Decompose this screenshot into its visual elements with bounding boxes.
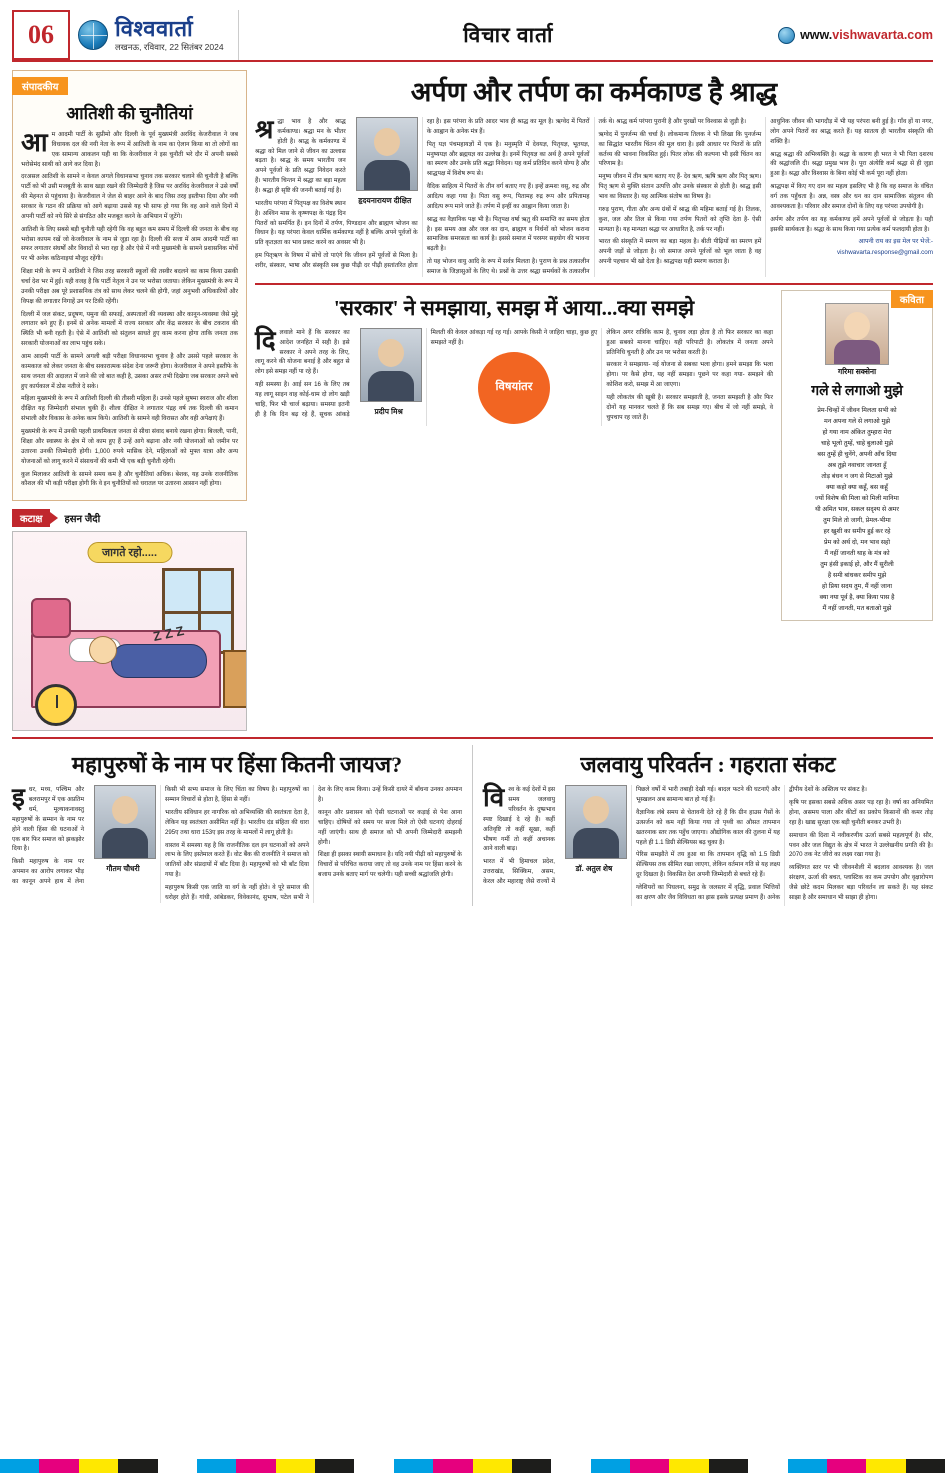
second-heading: 'सरकार' ने समझाया, समझ में आया...क्या समझे: [333, 295, 695, 320]
editorial-para: दिल्ली में जल संकट, प्रदूषण, यमुना की सफाई, अस्पतालों की व्यवस्था और कानून-व्यवस्था जैसे मुद्दे लगातार बने हुए हैं। इनमें से अनेक मामलों में राज्य सरकार और केंद्र सरकार के बीच टकराव की स्थिति भी बनी रहती है। ऐसे में आतिशी को संतुलन साधते हुए काम करना होगा ताकि जनता तक सरकारी योजनाओं का लाभ पहुंच सके।: [21, 310, 238, 348]
cartoon-caption: जागते रहो.....: [87, 542, 172, 563]
author-block: [356, 328, 422, 418]
poem-line: मैं नहीं जानती, मत बताओ मुझे: [822, 605, 892, 613]
bottom-left-para: वास्तव में समस्या यह है कि राजनीतिक दल इन घटनाओं को अपने लाभ के लिए इस्तेमाल करते हैं। वोट बैंक की राजनीति ने समाज को जातियों और संप्रदायों में बाँट दिया है। महापुरुषों को भी बाँट दिया गया है।: [165, 841, 309, 879]
website-domain: vishwavarta.com: [832, 28, 933, 42]
poet-name: गरिमा सक्सेना: [837, 366, 877, 376]
author-block: [90, 785, 156, 875]
bottom-left-para: महापुरुष किसी एक जाति या वर्ग के नहीं होते। वे पूरे समाज की धरोहर होते हैं। गांधी, आंबेडकर, विवेकानंद, सुभाष, पटेल सभी ने देश के लिए काम किया। उन्हें किसी दायरे में बाँधना उनका अपमान है।: [165, 786, 462, 901]
color-swatch: [79, 1459, 118, 1473]
color-swatch: [906, 1459, 945, 1473]
column-stamp: विषयांतर: [478, 352, 550, 424]
web-globe-icon: [778, 27, 795, 44]
sleeping-figure: [111, 644, 207, 678]
second-body: [255, 325, 773, 426]
lead-para: गरुड़ पुराण, गीता और अन्य ग्रंथों में श्राद्ध की महिमा बताई गई है। तिलक, कुश, जल और तिल से किया गया तर्पण पितरों को तृप्ति देता है- ऐसी मान्यता है। यह मान्यता श्रद्धा पर आधारित है, तर्क पर नहीं।: [598, 205, 762, 233]
website-prefix: www.: [800, 28, 833, 42]
bottom-right-article: [483, 745, 933, 905]
lead-para: वैदिक साहित्य में पितरों के तीन वर्ग बताए गए हैं। इन्हें क्रमशः वसु, रुद्र और आदित्य कहा गया है। पिता वसु रूप, पितामह रुद्र रूप और प्रपितामह आदित्य रूप माने जाते हैं। तर्पण में इन्हीं का आह्वान किया जाता है।: [426, 183, 590, 210]
bottom-left-para: कानून और प्रशासन को ऐसी घटनाओं पर कड़ाई से पेश आना चाहिए। दोषियों को समय पर सजा मिले तो ऐसी घटनाएं दोहराई नहीं जाएंगी। साथ ही समाज को भी अपनी जिम्मेदारी समझनी होगी।: [318, 808, 462, 846]
lead-para: आधुनिक जीवन की भागदौड़ में भी यह परंपरा बनी हुई है। गाँव हों या नगर, लोग अपने पितरों का श्राद्ध करते हैं। यह सातत्य ही भारतीय संस्कृति की शक्ति है।: [770, 118, 933, 145]
bottom-row: [12, 737, 933, 905]
bottom-left-para: इधर, मध्य, पश्चिम और बलरामपुर में एक अप्रतिम धर्म, मूल्याकनावस्तु महापुरुषों के सम्मान के नाम पर होने वाली हिंसा की घटनाओं ने एक बार फिर समाज को झकझोर दिया है।: [12, 783, 84, 853]
bottom-right-para: पेरिस समझौते में तय हुआ था कि तापमान वृद्धि को 1.5 डिग्री सेल्सियस तक सीमित रखा जाएगा, लेकिन वर्तमान गति से यह लक्ष्य दूर दिखता है। विकसित देश अपनी जिम्मेदारी से बचते रहे हैं।: [636, 851, 780, 879]
author-block: [561, 785, 627, 875]
poem-line: तोड़ बंधन न जग से मिटाओ मुझे: [821, 472, 893, 480]
poem-tab: कविता: [891, 290, 933, 308]
bottom-right-para: कृषि पर इसका सबसे अधिक असर पड़ रहा है। वर्षा का अनियमित होना, असमय पाला और कीटों का प्रकोप किसानों की कमर तोड़ रहा है। खाद्य सुरक्षा एक बड़ी चुनौती बनकर उभरी है।: [789, 799, 933, 826]
poet-photo: [825, 303, 889, 365]
lead-para: हम पितृऋण के विषय में सोचें तो पाएंगे कि जीवन हमें पूर्वजों से मिला है। शरीर, संस्कार, भाषा और संस्कृति सब कुछ पीढ़ी दर पीढ़ी हस्तांतरित होता रहा है। इस परंपरा के प्रति आदर भाव ही श्राद्ध का मूल है। ऋग्वेद में पितरों के आह्वान के अनेक मंत्र हैं।: [255, 118, 590, 270]
color-swatch: [591, 1459, 630, 1473]
lead-para: ऋग्वेद में पुनर्जन्म की चर्चा है। लोकमान्य तिलक ने भी लिखा कि पुनर्जन्म का सिद्धांत भारतीय चिंतन की मूल धारा है। इसी आधार पर पितरों के प्रति कर्तव्य की भावना विकसित हुई। पितर लोक की कल्पना भी इसी चिंतन का परिणाम है।: [598, 130, 762, 168]
poem-line: तुम हंसी इकाई हो, और मैं सुरीली: [820, 561, 894, 569]
editorial-heading: आतिशी की चुनौतियां: [66, 104, 193, 123]
poem-line: हो गया नाम अंकित तुम्हारा मेरा: [822, 428, 892, 436]
lead-para: भारतीय परंपरा में पितृपक्ष का विशेष स्थान है। अश्विन मास के कृष्णपक्ष के पंद्रह दिन पितरों को समर्पित हैं। इन दिनों में तर्पण, पिण्डदान और ब्राह्मण भोजन का विधान है। यह परंपरा केवल धार्मिक कर्मकाण्ड नहीं है बल्कि अपने पूर्वजों के प्रति कृतज्ञता का भाव प्रकट करने का अवसर भी है।: [255, 199, 418, 247]
arrow-icon: [50, 512, 58, 524]
second-article: [255, 290, 773, 621]
second-section: [255, 283, 933, 621]
website-link[interactable]: [778, 10, 933, 60]
bed-headboard: [31, 598, 71, 638]
second-para: सरकार ने समझाया- नई योजना से सबका भला होगा। हमने समझा कि भला होगा। पर कैसे होगा, यह नहीं समझा। पूछने पर कहा गया- समझने की कोशिश करो, समझ में आ जाएगा।: [606, 361, 773, 389]
poem-line: बस तुम्हें ही चुनेंगे, अपनी आँच दिया: [817, 450, 897, 458]
color-swatch: [866, 1459, 905, 1473]
editorial-para: कुल मिलाकर आतिशी के सामने समय कम है और चुनौतियां अधिक। बेशक, यह उनके राजनीतिक कौशल की भी कड़ी परीक्षा होगी कि वे इन चुनौतियों को धरातल पर उतारना आसान नहीं होगा।: [21, 470, 238, 488]
poem-line: प्रेम को अर्थ दो, मन भाव सहो: [824, 539, 890, 547]
poem-line: हर खुशी का समीप हुई कर रहे: [823, 528, 891, 536]
bottom-right-para: ग्लेशियरों का पिघलना, समुद्र के जलस्तर में वृद्धि, प्रवाल भित्तियों का क्षरण और जैव विविधता का ह्रास इसके प्रत्यक्ष प्रमाण हैं। अनेक द्वीपीय देशों के अस्तित्व पर संकट है।: [636, 786, 867, 901]
table-shape: [223, 650, 247, 708]
second-para: यही लोकतंत्र की खूबी है। सरकार समझाती है, जनता समझती है और फिर दोनों यह मानकर चलते हैं कि सब समझ गए। बीच में जो नहीं समझे, वे चुपचाप रह जाते हैं।: [606, 394, 773, 421]
editorial-para: आम आदमी पार्टी के सुप्रीमो और दिल्ली के पूर्व मुख्यमंत्री अरविंद केजरीवाल ने जब विधायक दल की नयी नेता के रूप में आतिशी के नाम का ऐलान किया था तो लोगों का एक सामान्य आकलन यही था कि केजरीवाल ने इस चुनौती भरे दौर में अपनी सबसे भरोसेमंद साथी को आगे कर दिया है।: [21, 128, 238, 168]
color-swatch: [669, 1459, 708, 1473]
editorial-box: [12, 70, 247, 501]
poem-body: [788, 405, 926, 614]
poem-section: [781, 290, 933, 621]
poem-line: चाहे भूलो तुम्हें, चाहे बुलाओ मुझे: [820, 439, 894, 447]
poem-line: मैं नहीं जानती थाह के मंत्र को: [824, 550, 890, 558]
bottom-left-body: [12, 785, 462, 902]
cartoon-header: [12, 509, 247, 527]
color-swatch: [118, 1459, 157, 1473]
lead-para: श्राद्धपक्ष में किए गए दान का महत्व इसलिए भी है कि वह समाज के वंचित वर्ग तक पहुँचता है। अन्न, वस्त्र और धन का दान सामाजिक संतुलन की आवश्यकता है। परिवार और समाज दोनों के लिए यह परंपरा उपयोगी है।: [770, 183, 933, 210]
color-swatch: [748, 1459, 787, 1473]
second-para: लेकिन अगर रात्रिकि काम है, चुनाव लड़ा होता है तो फिर सरकार का कहा हुआ सबको मानना चाहिए। यही परिपाटी है। लोकतंत्र में जनता अपने प्रतिनिधि चुनती है और उन पर भरोसा करती है।: [606, 328, 773, 356]
editorial-para: आम आदमी पार्टी के सामने अगली बड़ी परीक्षा विधानसभा चुनाव है और उससे पहले सरकार के कामकाज को लेकर जनता के बीच सकारात्मक संदेश देना जरूरी होगा। केजरीवाल ने अपने इस्तीफे के साथ जनता की अदालत में जाने की जो बात कही है, उसका असर तभी दिखेगा जब सरकार अपने बचे हुए कार्यकाल में ठोस नतीजे दे सके।: [21, 353, 238, 390]
lead-para: मनुष्य जीवन में तीन ऋण बताए गए हैं- देव ऋण, ऋषि ऋण और पितृ ऋण। पितृ ऋण से मुक्ति संतान उत्पत्ति और उनके संस्कार से होती है। श्राद्ध इसी भाव का विस्तार है। यह आत्मिक संतोष का विषय है।: [598, 173, 762, 201]
response-mail: आपनी राय का इस मेल पर भेजें:- vishwavarta.response@gmail.com: [837, 238, 933, 256]
bottom-right-para: विश्व के कई देशों में इस समय जलवायु परिवर्तन के दुष्प्रभाव स्पष्ट दिखाई दे रहे हैं। कहीं अतिवृष्टि तो कहीं सूखा, कहीं भीषण गर्मी तो कहीं अचानक आने वाली बाढ़।: [483, 783, 555, 853]
bottom-left-para: किसी महापुरुष के नाम पर अपमान का आरोप लगाकर भीड़ का कानून अपने हाथ में लेना किसी भी सभ्य समाज के लिए चिंता का विषय है। महापुरुषों का सम्मान विचारों से होता है, हिंसा से नहीं।: [12, 786, 309, 885]
bottom-left-para: भारतीय संविधान हर नागरिक को अभिव्यक्ति की स्वतंत्रता देता है, लेकिन यह स्वतंत्रता असीमित नहीं है। भारतीय दंड संहिता की धारा 295ए तथा धारा 153ए इस तरह के मामलों में लागू होती है।: [165, 808, 309, 836]
lead-para: अर्पण और तर्पण का यह कर्मकाण्ड हमें अपने पूर्वजों से जोड़ता है। यही इसकी सार्थकता है। श्रद्धा के साथ किया गया प्रत्येक कर्म फलदायी होता है।: [770, 215, 933, 233]
color-swatch: [433, 1459, 472, 1473]
cartoon-image: [12, 531, 247, 731]
poem-box: [781, 290, 933, 621]
top-grid: [12, 70, 933, 731]
editorial-para: शिक्षा मंत्री के रूप में आतिशी ने जिस तरह सरकारी स्कूलों की तस्वीर बदलने का काम किया उसकी चर्चा देश भर में हुई। यही वजह है कि पार्टी नेतृत्व ने उन पर भरोसा जताया। लेकिन मुख्यमंत्री के रूप में उनकी परीक्षा अब पूरे प्रशासनिक तंत्र को साथ लेकर चलने की होगी, जहां अनुभवी अधिकारियों और विपक्ष की लगातार निगाहें उन पर टिकी रहेंगी।: [21, 268, 238, 305]
color-swatch: [0, 1459, 39, 1473]
color-swatch: [630, 1459, 669, 1473]
bottom-right-heading: जलवायु परिवर्तन : गहराता संकट: [580, 752, 836, 778]
bottom-right-para: व्यक्तिगत स्तर पर भी जीवनशैली में बदलाव आवश्यक है। जल संरक्षण, ऊर्जा की बचत, प्लास्टिक का कम उपयोग और वृक्षारोपण जैसे छोटे कदम मिलकर बड़ा परिवर्तन ला सकते हैं। यह संकट साझा है और समाधान भी साझा ही होगा।: [789, 864, 933, 901]
cartoon-tab: कटाक्ष: [12, 509, 50, 527]
globe-icon: [78, 20, 108, 50]
color-swatch: [512, 1459, 551, 1473]
poem-line: अब तुझे नवाचार जानता हूँ: [827, 461, 887, 469]
second-para: यही समस्या है। आई सन 16 के लिए तब यह लागू साइन वाह कोई-धाम दो लोग खड़ी चाहि, फिर भी चार्ज बढ़ाया। समस्या इतनी ही है कि दिन बढ़ रहे हैं, सूचक आंकड़े मिलती की केवल आंकड़ा गई रह गई। आपके किसी ने जाहिरा चाहा, कुछ हुए समझते नहीं है।: [255, 328, 598, 418]
color-swatch: [236, 1459, 275, 1473]
lead-para: तो यह भोजन वायु आदि के रूप में सर्वत्र मिलता है। पुराण के प्रश्न तत्कालीन समाज के जिज्ञासुओं के लिए थे। प्रश्नों के उत्तर श्रद्धा समर्थकों के तत्कालीन तर्क थे। श्राद्ध कर्म परंपरा पुरानी है और पुरखों पर विश्वास से जुड़ी है।: [426, 118, 747, 276]
section-title: विचार वार्ता: [463, 23, 554, 47]
bottom-right-body: [483, 785, 933, 905]
color-swatch: [709, 1459, 748, 1473]
lead-body: [255, 117, 933, 277]
poem-title: गले से लगाओ मुझे: [811, 383, 903, 399]
author-name: डॉ. अतुल शेष: [575, 864, 613, 874]
poem-line: मन अपना गले से लगाओ मुझे: [823, 417, 890, 425]
bottom-right-para: वैज्ञानिक लंबे समय से चेतावनी देते रहे हैं कि ग्रीन हाउस गैसों के उत्सर्जन को कम नहीं किया गया तो पृथ्वी का औसत तापमान खतरनाक स्तर तक पहुँच जाएगा। औद्योगिक काल की तुलना में यह पहले ही 1.1 डिग्री सेल्सियस बढ़ चुका है।: [636, 808, 780, 846]
color-swatch: [394, 1459, 433, 1473]
lead-para: पितृ यज्ञ पंचमहायज्ञों में एक है। मनुस्मृति में देवयज्ञ, पितृयज्ञ, भूतयज्ञ, मनुष्ययज्ञ और ब्रह्मयज्ञ का उल्लेख है। इनमें पितृयज्ञ का अर्थ है अपने पूर्वजों का स्मरण और उनके प्रति श्रद्धा निवेदन। यह कर्म प्रतिदिन करने योग्य है और श्राद्धपक्ष में विशेष रूप से।: [426, 140, 590, 178]
left-column: [12, 70, 247, 731]
zzz-text: Z Z Z: [151, 623, 186, 645]
bottom-left-para: शिक्षा ही इसका स्थायी समाधान है। यदि नयी पीढ़ी को महापुरुषों के विचारों से परिचित कराया जाए तो वह उनके नाम पर हिंसा करने के बजाय उनके बताए मार्ग पर चलेगी। यही सच्ची श्रद्धांजलि होगी।: [318, 851, 462, 879]
poem-line: ज्यों विशेष की मिला को मिली मानिमा: [815, 495, 899, 503]
editorial-para: दरअसल आतिशी के सामने न केवल अगले विधानसभा चुनाव तक सरकार चलाने की चुनौती है बल्कि पार्टी को भी उसी मजबूती के साथ खड़ा रखने की जिम्मेदारी है जिस पर अरविंद केजरीवाल ने उसे वर्षों की मेहनत से पहुंचाया है। केजरीवाल ने जेल से बाहर आने के बाद जिस तरह इस्तीफा दिया और नयी सरकार के गठन की प्रक्रिया को आगे बढ़ाया उससे यह भी साफ हो गया कि वह आने वाले दिनों में अपनी पार्टी को नये सिरे से संगठित और मजबूत करने के अभियान में जुटेंगे।: [21, 173, 238, 220]
color-swatch: [158, 1459, 197, 1473]
brand-subline: लखनऊ, रविवार, 22 सितंबर 2024: [115, 42, 224, 53]
poem-line: क्या कहो क्या कहूँ, बस कहूँ: [826, 484, 888, 491]
editorial-body: [21, 130, 238, 489]
color-swatch: [551, 1459, 590, 1473]
bottom-left-heading: महापुरुषों के नाम पर हिंसा कितनी जायज?: [71, 752, 403, 778]
author-name: हृदयनारायण दीक्षित: [358, 196, 412, 205]
editorial-tab: संपादकीय: [12, 77, 68, 95]
poem-line: तुम मिले तो जागी, प्रेमल-भीमा: [823, 517, 891, 525]
color-swatch: [315, 1459, 354, 1473]
lead-article: [255, 72, 933, 277]
poem-line: प्रेम-चिन्हों में जीवन मिलता सभी को: [817, 406, 897, 414]
lead-para: श्राद्ध का वैज्ञानिक पक्ष भी है। पितृपक्ष वर्षा ऋतु की समाप्ति का समय होता है। इस समय अन्न और जल का दान, ब्राह्मण व निर्धनों को भोजन कराना सामाजिक समरसता का कार्य है। इससे समाज में परस्पर सहयोग की भावना बढ़ती है।: [426, 215, 590, 253]
bottom-right-para: समाधान की दिशा में नवीकरणीय ऊर्जा सबसे महत्वपूर्ण है। सौर, पवन और जल विद्युत के क्षेत्र में भारत ने उल्लेखनीय प्रगति की है। 2070 तक नेट जीरो का लक्ष्य रखा गया है।: [789, 831, 933, 859]
page-number-box: [12, 10, 70, 60]
column-divider: [472, 745, 473, 905]
editorial-para: महिला मुख्यमंत्री के रूप में आतिशी दिल्ली की तीसरी महिला हैं। उनसे पहले सुषमा स्वराज और शीला दीक्षित यह जिम्मेदारी संभाल चुकी हैं। शीला दीक्षित ने लगातार पंद्रह वर्ष तक दिल्ली की कमान संभाली और विकास के अनेक काम किये। आतिशी के सामने वही विरासत और वही अपेक्षाएं हैं।: [21, 395, 238, 423]
author-photo: [565, 785, 627, 859]
cartoon-section: [12, 509, 247, 731]
lead-para: भारत की संस्कृति में स्मरण का बड़ा महत्व है। बीती पीढ़ियों का स्मरण हमें अपनी जड़ों से जोड़ता है। जो समाज अपने पूर्वजों को भूल जाता है वह अपनी पहचान भी खो देता है। श्राद्धपक्ष यही स्मरण कराता है।: [598, 238, 762, 266]
author-block: [352, 117, 418, 207]
lead-heading: अर्पण और तर्पण का कर्मकाण्ड है श्राद्ध: [410, 77, 778, 107]
color-swatch: [39, 1459, 78, 1473]
clock-icon: [35, 684, 77, 726]
color-swatch: [788, 1459, 827, 1473]
second-para: दिलवाले माने हैं कि सरकार का आदेश जनहित में सही है। इसे सरकार ने अपने तरह के लिए, लागू करने की योजना बनाई है और बहुत से लोग इसे समझ नहीं पा रहे हैं।: [255, 325, 350, 376]
color-swatch: [197, 1459, 236, 1473]
editorial-para: आतिशी के लिए सबसे बड़ी चुनौती यही रहेगी कि वह बहुत कम समय में दिल्ली की जनता के बीच वह भरोसा कायम रखें जो केजरीवाल के नाम से जुड़ा रहा है। दिल्ली की सत्ता में आम आदमी पार्टी का सफर लगातार संघर्षों और विवादों से भरा रहा है और ऐसे में नयी मुख्यमंत्री के सामने प्रशासनिक मोर्चे पर भी अनेक कठिनाइयां मौजूद रहेंगी।: [21, 225, 238, 263]
poem-line: हो प्रिया सदय तुम, मैं नहीं जाना: [822, 583, 892, 591]
main-column: [255, 70, 933, 731]
brand-block: [78, 10, 239, 60]
page-number: 06: [28, 20, 54, 49]
author-photo: [94, 785, 156, 859]
color-swatch: [354, 1459, 393, 1473]
bottom-left-article: [12, 745, 462, 905]
bottom-right-para: भारत में भी हिमाचल प्रदेश, उत्तराखंड, सिक्किम, असम, केरल और महाराष्ट्र जैसे राज्यों में पिछले वर्षों में भारी तबाही देखी गई। बादल फटने की घटनाएँ और भूस्खलन अब सामान्य बात हो गई हैं।: [483, 786, 780, 885]
color-swatch: [276, 1459, 315, 1473]
cartoonist-name: हसन जैदी: [64, 514, 101, 526]
color-swatch: [827, 1459, 866, 1473]
poem-line: है समी बांधकर समीप मुझे: [827, 572, 887, 580]
author-name: गौतम चौधरी: [106, 864, 140, 874]
lead-para: श्रद्धा भाव है और श्राद्ध कर्मकाण्ड। श्रद्धा मन के भीतर होती है। श्राद्ध के कर्मकाण्ड में श्रद्धा को मिल जाने से जीवन का उल्लास बढ़ता है। श्राद्ध के समय भारतीय जन अपने पूर्वजों के प्रति श्रद्धा निवेदन करते हैं। भारतीय चिन्तन में श्रद्धा का बड़ा महत्व है। श्रद्धा ही सृष्टि की जननी बताई गई है।: [255, 115, 346, 195]
lead-para: श्राद्ध श्रद्धा की अभिव्यक्ति है। श्रद्धा के कारण ही भरत ने भी पिता दशरथ की श्रद्धांजलि दी। श्रद्धा प्रमुख भाव है। पूरा अंत्येष्टि कर्म श्रद्धा से ही जुड़ा हुआ है। श्रद्धा और विश्वास के बिना कोई भी कर्म पूरा नहीं होता।: [770, 150, 933, 178]
masthead: [12, 10, 933, 62]
color-swatch: [473, 1459, 512, 1473]
brand-name: विश्ववार्ता: [115, 16, 194, 42]
author-name: प्रदीप मिश्र: [374, 406, 403, 416]
editorial-para: मुख्यमंत्री के रूप में उनकी पहली प्राथमिकता जनता से सीधा संवाद बनाये रखना होगा। बिजली, पानी, शिक्षा और स्वास्थ्य के क्षेत्र में जो काम हुए हैं उन्हें आगे बढ़ाना और नयी योजनाओं को जमीन पर उतारना उनकी जिम्मेदारी होगी। 1,000 रुपये मासिक देने, महिलाओं को मुफ्त यात्रा और अन्य योजनाओं को लागू करने में संसाधनों की कमी भी एक बड़ी चुनौती रहेगी।: [21, 428, 238, 465]
poem-line: क्या नया पूर्व है, क्या किया पास है: [819, 594, 895, 602]
author-photo: [360, 328, 422, 402]
registration-color-bar: [0, 1459, 945, 1473]
author-photo: [356, 117, 418, 191]
poem-line: थी अमित भाव, सकल सदृश्य से अमर: [815, 506, 899, 514]
